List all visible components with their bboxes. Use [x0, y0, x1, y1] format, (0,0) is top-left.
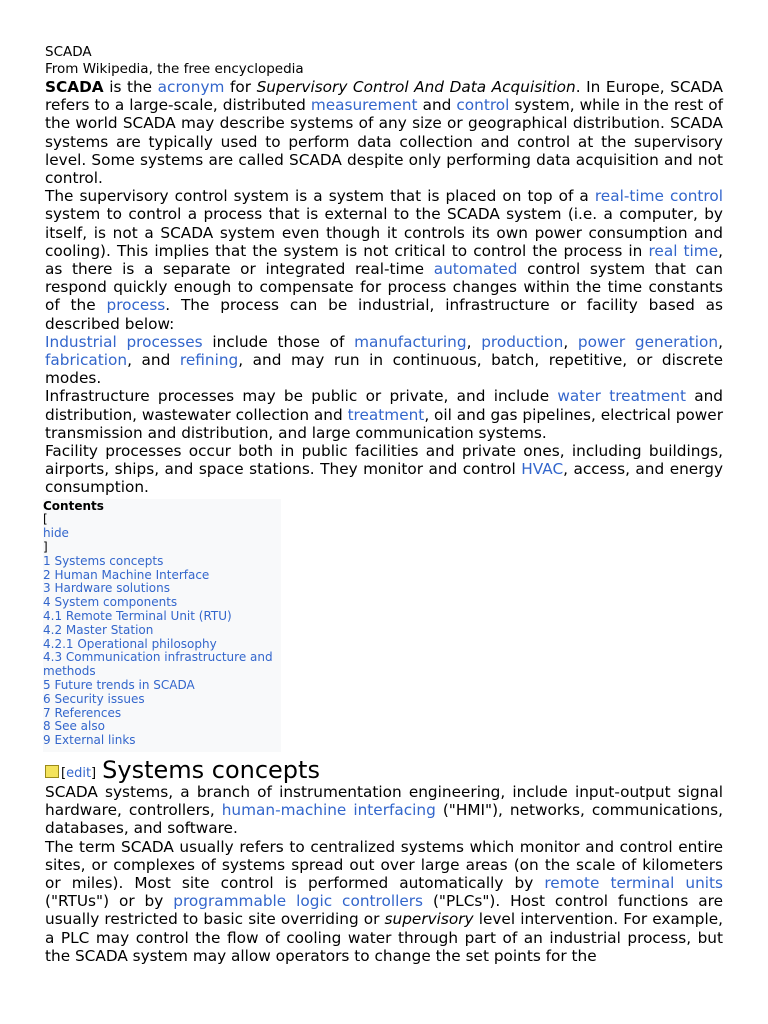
link-acronym[interactable]: acronym — [157, 78, 225, 96]
link-process[interactable]: process — [106, 296, 166, 315]
link-production[interactable]: production — [481, 332, 564, 351]
link-manufacturing[interactable]: manufacturing — [354, 332, 467, 351]
toc-item-human-machine-interface[interactable]: 2 Human Machine Interface — [43, 567, 210, 582]
toc-item-systems-concepts[interactable]: 1 Systems concepts — [43, 553, 164, 568]
link-plc[interactable]: programmable logic controllers — [173, 892, 424, 911]
link-water-treatment[interactable]: water treatment — [557, 387, 686, 406]
section-paragraph-2: The term SCADA usually refers to centralized systems which monitor and control entire sites, or complexes of systems spread out over large areas (on the scale of kilometers or miles). Most site control is performed automatically by remote terminal units ("RTUs") or by programmable logic controllers ("PLCs"). Host control functions are usually restricted to basic site overriding or supervisory level intervention. For example, a PLC may control the flow of cooling water through part of an industrial process, but the SCADA system may allow operators to change the set points for the — [45, 837, 724, 965]
link-industrial-processes[interactable]: Industrial processes — [45, 332, 203, 351]
toc-item-rtu[interactable]: 4.1 Remote Terminal Unit (RTU) — [43, 609, 232, 624]
edit-section: [edit] — [45, 764, 96, 783]
toc-hide-link[interactable]: hide — [43, 526, 69, 541]
toc-title: Contents — [43, 498, 104, 513]
toc-item-system-components[interactable]: 4 System components — [43, 595, 178, 610]
page-subtitle: From Wikipedia, the free encyclopedia — [45, 61, 304, 77]
article — [45, 44, 723, 965]
toc-item-communication-infrastructure[interactable]: 4.3 Communication infrastructure and methods — [43, 650, 273, 679]
edit-link[interactable]: edit — [66, 766, 92, 782]
link-fabrication[interactable]: fabrication — [45, 351, 128, 370]
toc-hide-toggle: [ hide ] — [43, 513, 281, 554]
toc-item-see-also[interactable]: 8 See also — [43, 719, 105, 734]
toc-item-security-issues[interactable]: 6 Security issues — [43, 691, 145, 706]
page-title: SCADA — [45, 44, 92, 60]
intro-paragraph-3: Industrial processes include those of manufacturing, production, power generation, fabrication, and refining, and may run in continuous, batch, repetitive, or discrete modes. — [45, 332, 723, 388]
link-treatment[interactable]: treatment — [347, 405, 425, 424]
intro-paragraph-5: Facility processes occur both in public facilities and private ones, including buildings, airports, ships, and space stations. They monitor and control HVAC, access, and energy consumption. — [45, 442, 724, 497]
toc-item-master-station[interactable]: 4.2 Master Station — [43, 622, 154, 637]
intro-paragraph-4: Infrastructure processes may be public or private, and include water treatment and distribution, wastewater collection and treatment, oil and gas pipelines, electrical power transmission and distribution, and large communication systems. — [45, 387, 723, 442]
toc-item-references[interactable]: 7 References — [43, 705, 122, 720]
toc-item-operational-philosophy[interactable]: 4.2.1 Operational philosophy — [43, 636, 217, 651]
link-measurement[interactable]: measurement — [310, 96, 418, 115]
section-title: Systems concepts — [102, 756, 320, 785]
toc-item-hardware-solutions[interactable]: 3 Hardware solutions — [43, 581, 170, 596]
term-bold: SCADA — [45, 78, 104, 96]
link-hmi[interactable]: human-machine interfacing — [221, 801, 436, 820]
section-heading-systems-concepts — [45, 756, 723, 783]
toc-item-external-links[interactable]: 9 External links — [43, 733, 136, 748]
link-real-time[interactable]: real time — [648, 241, 719, 260]
table-of-contents — [43, 499, 281, 752]
toc-item-future-trends[interactable]: 5 Future trends in SCADA — [43, 678, 195, 693]
link-refining[interactable]: refining — [179, 351, 239, 370]
section-paragraph-1: SCADA systems, a branch of instrumentation engineering, include input-output signal hardware, controllers, human-machine interfacing ("HMI"), networks, communications, databases, and software. — [45, 783, 723, 838]
link-real-time-control[interactable]: real-time control — [594, 187, 723, 206]
link-control[interactable]: control — [456, 96, 510, 115]
link-rtu[interactable]: remote terminal units — [544, 874, 723, 893]
link-hvac[interactable]: HVAC — [521, 460, 564, 479]
link-power-generation[interactable]: power generation — [577, 332, 719, 351]
intro-paragraph-1: SCADA is the acronym for Supervisory Control And Data Acquisition. In Europe, SCADA refers to a large-scale, distributed measurement and control system, while in the rest of the world SCADA may describe systems of any size or geographical distribution. SCADA systems are typically used to perform data collection and control at the supervisory level. Some systems are called SCADA despite only performing data acquisition and not control. — [45, 78, 723, 188]
link-automated[interactable]: automated — [433, 260, 518, 279]
edit-icon[interactable] — [45, 765, 59, 778]
intro-paragraph-2: The supervisory control system is a system that is placed on top of a real-time control system to control a process that is external to the SCADA system (i.e. a computer, by itself, is not a SCADA system even though it controls its own power consumption and cooling). This implies that the system is not critical to control the process in real time, as there is a separate or integrated real-time automated control system that can respond quickly enough to compensate for process changes within the time constants of the process. The process can be industrial, infrastructure or facility based as described below: — [45, 187, 723, 333]
